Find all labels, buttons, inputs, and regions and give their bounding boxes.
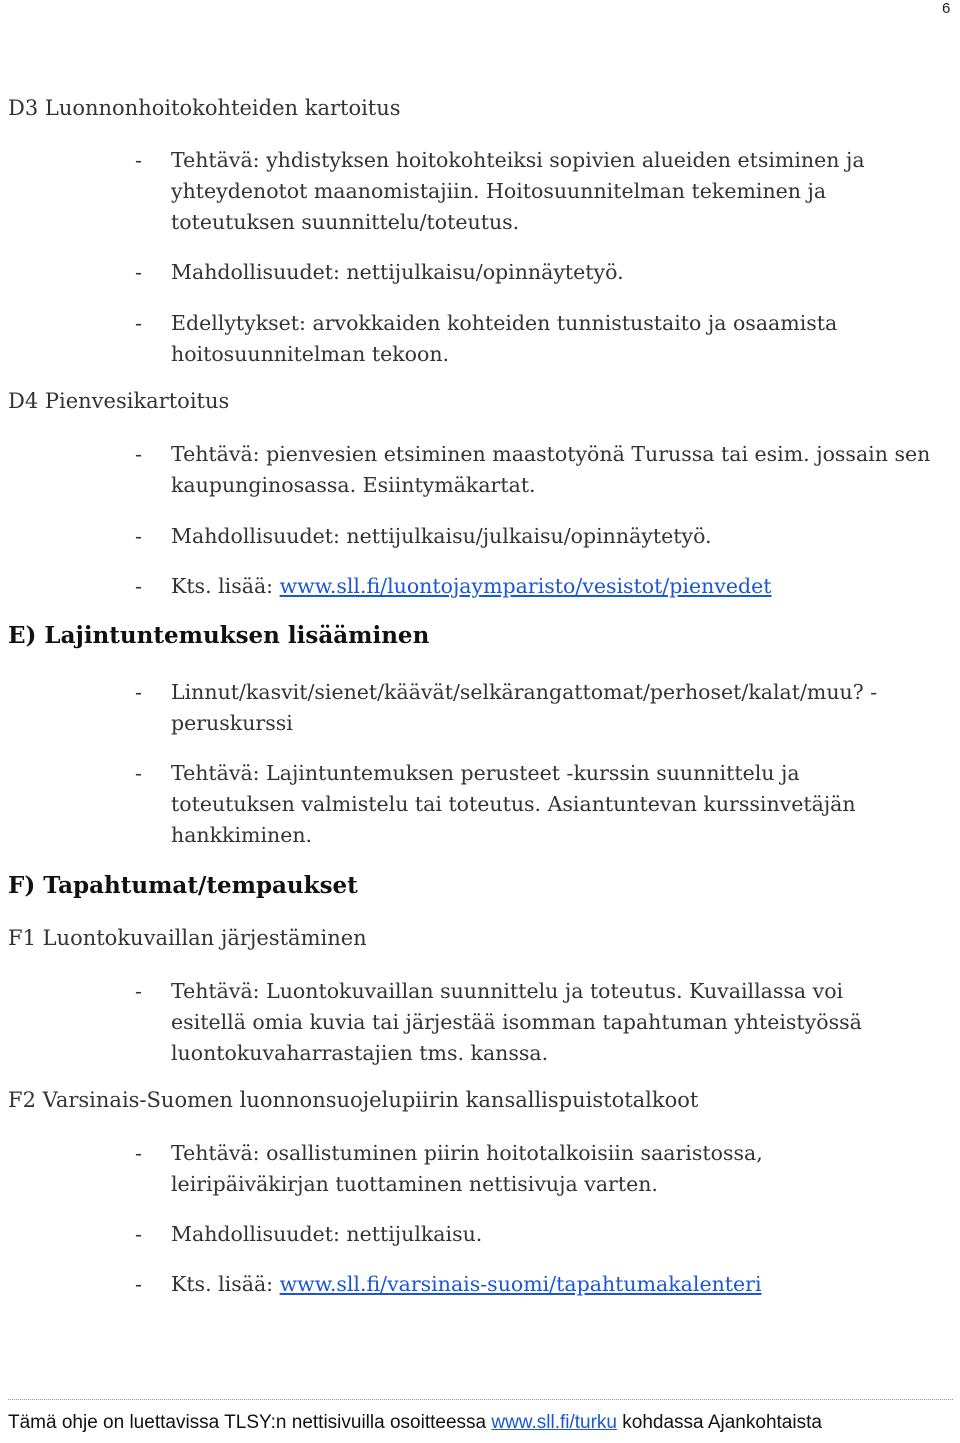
f1-heading: F1 Luontokuvaillan järjestäminen: [8, 926, 367, 950]
d3-bullet-requirements: Edellytykset: arvokkaiden kohteiden tunnistustaito ja osaamista hoitosuunnitelman tekoon.: [171, 311, 838, 366]
f-heading: F) Tapahtumat/tempaukset: [8, 872, 358, 899]
footer-divider: [8, 1399, 953, 1400]
bullet-dash: -: [135, 1272, 142, 1296]
bullet-dash: -: [135, 260, 142, 284]
f2-bullet-opportunities: Mahdollisuudet: nettijulkaisu.: [171, 1222, 483, 1246]
list-item: [135, 571, 925, 602]
list-item: [135, 758, 925, 851]
f1-bullet-task: Tehtävä: Luontokuvaillan suunnittelu ja toteutus. Kuvaillassa voi esitellä omia kuvia tai järjestää isomman tapahtuman yhteistyössä luontokuvaharrastajien tms. kanssa.: [171, 979, 862, 1065]
bullet-dash: -: [135, 1222, 142, 1246]
footer-note: [8, 1412, 822, 1434]
bullet-dash: -: [135, 761, 142, 785]
footer-suffix: kohdassa Ajankohtaista: [617, 1412, 822, 1433]
d3-bullet-task: Tehtävä: yhdistyksen hoitokohteiksi sopivien alueiden etsiminen ja yhteydenotot maanomistajiin. Hoitosuunnitelman tekeminen ja toteutuksen suunnittelu/toteutus.: [171, 148, 865, 234]
list-item: [135, 145, 925, 238]
list-item: [135, 1219, 925, 1250]
bullet-dash: -: [135, 524, 142, 548]
list-item: [135, 257, 925, 288]
list-item: [135, 1138, 925, 1200]
d4-heading: D4 Pienvesikartoitus: [8, 389, 230, 413]
list-item: [135, 1269, 925, 1300]
more-label: Kts. lisää:: [171, 574, 280, 598]
d4-bullet-task: Tehtävä: pienvesien etsiminen maastotyönä Turussa tai esim. jossain sen kaupunginosassa. Esiintymäkartat.: [171, 442, 931, 497]
list-item: [135, 521, 925, 552]
d4-bullet-opportunities: Mahdollisuudet: nettijulkaisu/julkaisu/opinnäytetyö.: [171, 524, 712, 548]
bullet-dash: -: [135, 979, 142, 1003]
d4-bullet-more: [171, 571, 925, 602]
list-item: [135, 308, 925, 370]
f2-bullet-task: Tehtävä: osallistuminen piirin hoitotalkoisiin saaristossa, leiripäiväkirjan tuottaminen nettisivuja varten.: [171, 1141, 763, 1196]
tapahtumakalenteri-link[interactable]: www.sll.fi/varsinais-suomi/tapahtumakalenteri: [279, 1272, 762, 1296]
more-label: Kts. lisää:: [171, 1272, 280, 1296]
bullet-dash: -: [135, 574, 142, 598]
bullet-dash: -: [135, 680, 142, 704]
pienvedet-link[interactable]: www.sll.fi/luontojaymparisto/vesistot/pienvedet: [279, 574, 772, 598]
e-bullet-courses: Linnut/kasvit/sienet/käävät/selkärangattomat/perhoset/kalat/muu? - peruskurssi: [171, 680, 878, 735]
e-bullet-task: Tehtävä: Lajintuntemuksen perusteet -kurssin suunnittelu ja toteutuksen valmistelu tai toteutus. Asiantuntevan kurssinvetäjän hankkiminen.: [171, 761, 856, 847]
d3-bullet-opportunities: Mahdollisuudet: nettijulkaisu/opinnäytetyö.: [171, 260, 624, 284]
d3-heading: D3 Luonnonhoitokohteiden kartoitus: [8, 96, 401, 120]
bullet-dash: -: [135, 1141, 142, 1165]
e-heading: E) Lajintuntemuksen lisääminen: [8, 622, 430, 649]
list-item: [135, 976, 925, 1069]
bullet-dash: -: [135, 311, 142, 335]
f2-heading: F2 Varsinais-Suomen luonnonsuojelupiirin kansallispuistotalkoot: [8, 1088, 699, 1112]
footer-turku-link[interactable]: www.sll.fi/turku: [491, 1412, 617, 1433]
f2-bullet-more: [171, 1269, 925, 1300]
bullet-dash: -: [135, 442, 142, 466]
page-number: 6: [942, 0, 951, 17]
list-item: [135, 677, 925, 739]
bullet-dash: -: [135, 148, 142, 172]
list-item: [135, 439, 931, 501]
footer-prefix: Tämä ohje on luettavissa TLSY:n nettisivuilla osoitteessa: [8, 1412, 492, 1433]
